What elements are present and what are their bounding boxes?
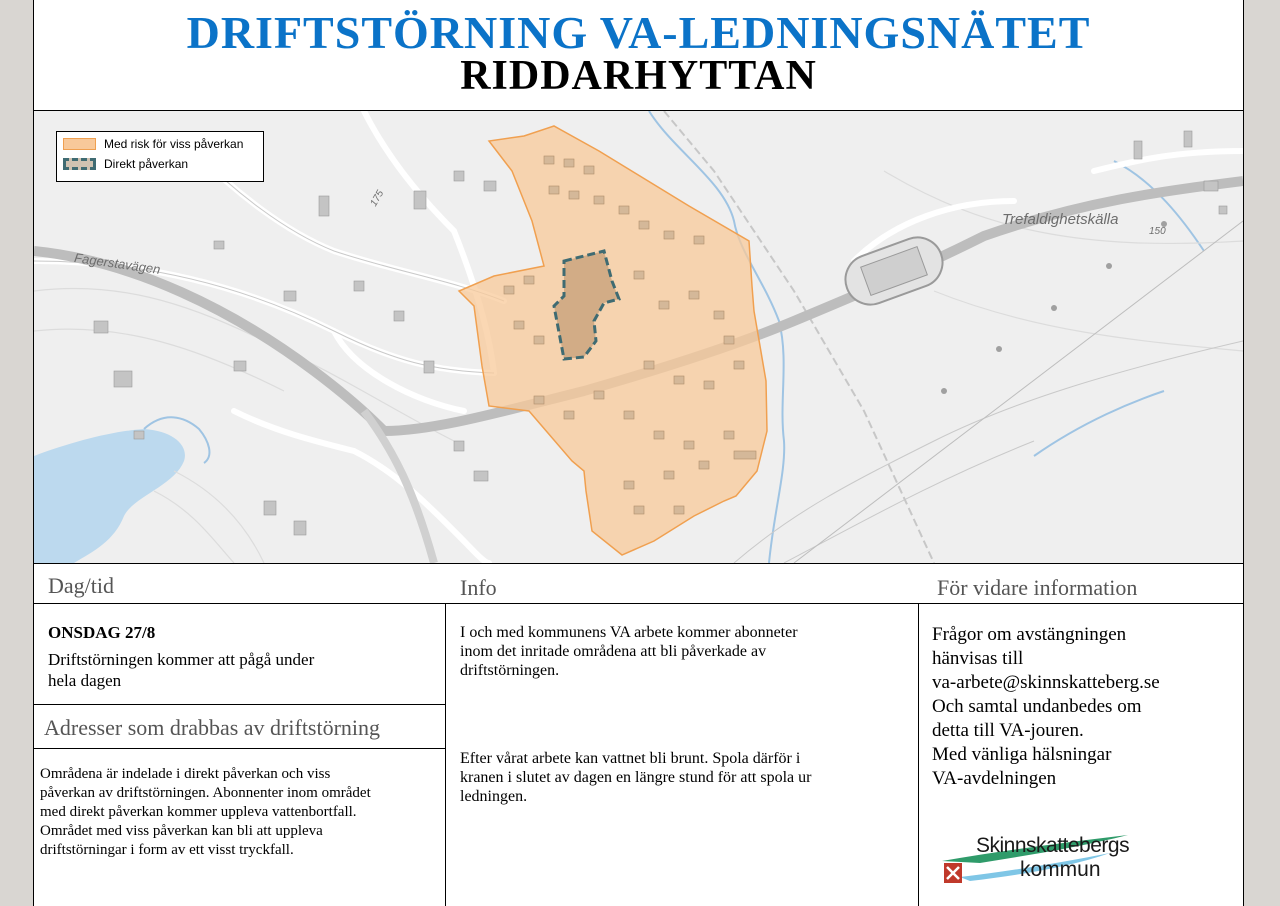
contact-line: Med vänliga hälsningar bbox=[932, 744, 1112, 765]
map-legend bbox=[56, 131, 264, 182]
adresser-line: med direkt påverkan kommer uppleva vattenbortfall. bbox=[40, 804, 357, 820]
notice-page bbox=[33, 0, 1244, 906]
info-line: ledningen. bbox=[460, 788, 528, 805]
adresser-line: påverkan av driftstörningen. Abonnenter inom området bbox=[40, 785, 371, 801]
divider bbox=[34, 704, 445, 705]
duration-line: hela dagen bbox=[48, 671, 122, 690]
adresser-line: Området med viss påverkan kan bli att uppleva bbox=[40, 823, 323, 839]
divider bbox=[445, 603, 446, 906]
contact-text bbox=[932, 623, 1160, 791]
legend-row-risk bbox=[63, 136, 243, 152]
legend-direct-label: Direkt påverkan bbox=[104, 157, 189, 171]
divider bbox=[34, 748, 445, 749]
info-para-1 bbox=[460, 623, 798, 680]
info-line: driftstörningen. bbox=[460, 662, 560, 679]
duration-line: Driftstörningen kommer att pågå under bbox=[48, 650, 315, 669]
info-para-2 bbox=[460, 749, 811, 806]
elevation-label-175: 175 bbox=[368, 188, 387, 209]
page-title: DRIFTSTÖRNING VA-LEDNINGSNÄTET bbox=[186, 7, 1091, 58]
municipality-logo bbox=[940, 833, 1130, 893]
adresser-text bbox=[40, 765, 371, 860]
page-subtitle: RIDDARHYTTAN bbox=[460, 53, 817, 99]
area-map bbox=[34, 110, 1243, 564]
contact-line: Och samtal undanbedes om bbox=[932, 696, 1142, 717]
duration-text bbox=[48, 649, 314, 691]
contact-email[interactable]: va-arbete@skinnskatteberg.se bbox=[932, 672, 1160, 693]
logo-text-line2: kommun bbox=[1020, 858, 1101, 881]
contact-line: VA-avdelningen bbox=[932, 768, 1057, 789]
adresser-line: driftstörningar i form av ett visst tryckfall. bbox=[40, 842, 294, 858]
elevation-label-150: 150 bbox=[1149, 226, 1166, 237]
info-line: kranen i slutet av dagen en längre stund för att spola ur bbox=[460, 769, 812, 786]
legend-risk-label: Med risk för viss påverkan bbox=[104, 137, 244, 151]
legend-row-direct bbox=[63, 156, 188, 172]
contact-line: detta till VA-jouren. bbox=[932, 720, 1084, 741]
risk-swatch-icon bbox=[63, 138, 96, 150]
dag-tid-heading: Dag/tid bbox=[48, 573, 114, 598]
road-label-fagerstavagen: Fagerstavägen bbox=[73, 250, 162, 277]
date-label: ONSDAG 27/8 bbox=[48, 623, 156, 642]
adresser-line: Områdena är indelade i direkt påverkan och viss bbox=[40, 766, 331, 782]
contact-line: Frågor om avstängningen bbox=[932, 624, 1127, 645]
logo-text-line1: Skinnskattebergs bbox=[976, 834, 1130, 857]
info-heading: Info bbox=[460, 575, 497, 600]
info-line: Efter vårat arbete kan vattnet bli brunt. Spola därför i bbox=[460, 750, 801, 767]
divider bbox=[918, 603, 919, 906]
contact-heading: För vidare information bbox=[937, 575, 1138, 600]
contact-line: hänvisas till bbox=[932, 648, 1024, 669]
direct-swatch-icon bbox=[63, 158, 96, 170]
info-line: I och med kommunens VA arbete kommer abonneter bbox=[460, 624, 798, 641]
divider bbox=[34, 603, 1243, 604]
info-line: inom det inritade områdena att bli påverkade av bbox=[460, 643, 767, 660]
place-label-trefaldighetskalla: Trefaldighetskälla bbox=[1002, 211, 1119, 228]
adresser-heading: Adresser som drabbas av driftstörning bbox=[44, 715, 381, 740]
